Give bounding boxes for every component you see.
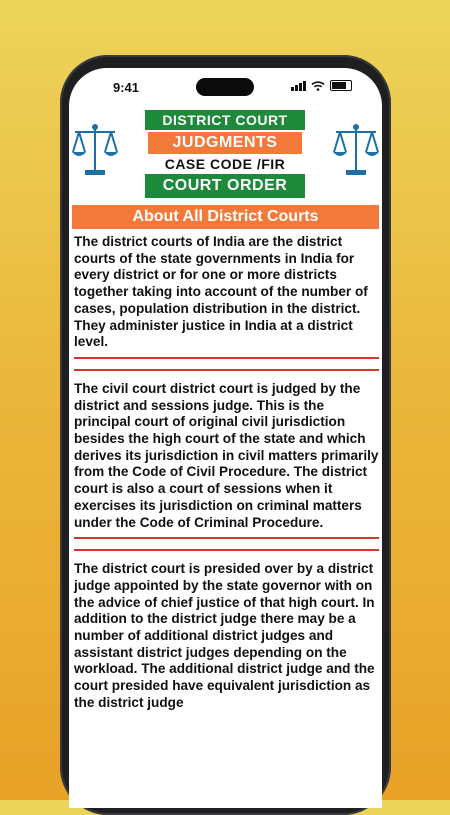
scales-of-justice-icon: [332, 122, 380, 178]
dynamic-island: [196, 78, 254, 96]
header-banner: [69, 108, 382, 203]
banner-judgments: JUDGMENTS: [148, 132, 302, 154]
banner-district-court: DISTRICT COURT: [145, 110, 305, 130]
article-content: [74, 234, 379, 718]
status-time: 9:41: [113, 80, 140, 95]
status-icons: [291, 80, 352, 91]
section-title: About All District Courts: [72, 205, 379, 229]
paragraph: The civil court district court is judged by the district and sessions judge. This is the principal court of original civil jurisdiction besides the high court of the state and which derives its jurisdiction in civil matters primarily from the Code of Civil Procedure. The district court is also a court of sessions when it exercises its jurisdiction on criminal matters under the Code of Criminal Procedure.: [74, 380, 379, 530]
signal-icon: [291, 81, 306, 91]
paragraph: The district court is presided over by a district judge appointed by the state governor with on the advice of chief justice of that high court. In addition to the district judge there may be a number of additional district judges and assistant district judges depending on the workload. The additional district judge and the court presided have equivalent jurisdiction as the district judge: [74, 561, 375, 710]
wifi-icon: [311, 81, 325, 91]
bottom-fade: [69, 790, 382, 808]
divider: [74, 537, 379, 551]
divider: [74, 357, 379, 371]
app-screen: [69, 68, 382, 808]
status-bar: [69, 68, 382, 108]
battery-icon: [330, 80, 352, 91]
scales-of-justice-icon: [71, 122, 119, 178]
banner-case-code: CASE CODE /FIR: [145, 154, 305, 174]
paragraph: The district courts of India are the district courts of the state governments in India for every district or for one or more districts together taking into account of the number of cases, population distribution in the district. They administer justice in India at a district level.: [74, 234, 368, 350]
banner-court-order: COURT ORDER: [145, 174, 305, 198]
